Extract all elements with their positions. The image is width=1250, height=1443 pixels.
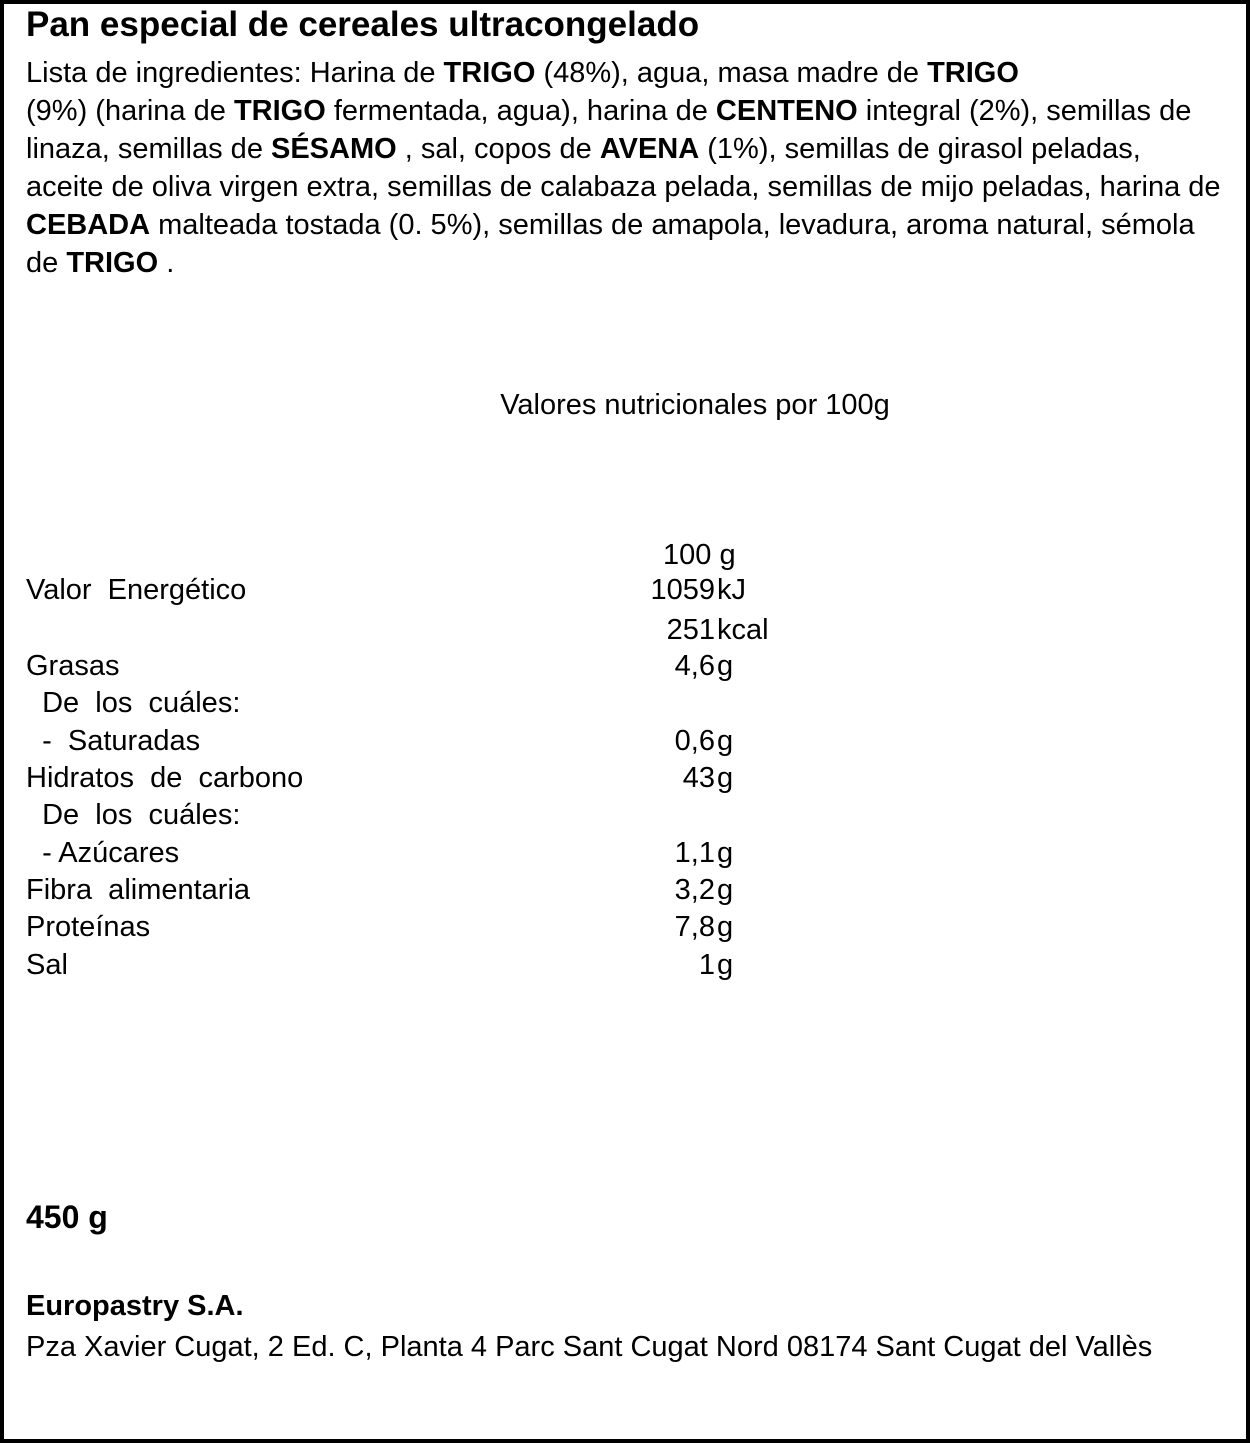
protein-unit: g bbox=[717, 911, 734, 943]
fat-unit: g bbox=[717, 650, 734, 682]
salt-label: Sal bbox=[26, 949, 68, 981]
fibre-unit: g bbox=[717, 874, 734, 906]
ingredients-text: integral (2%), semillas de linaza, semillas de bbox=[26, 95, 1192, 165]
allergen-oats: AVENA bbox=[599, 133, 700, 165]
allergen-wheat: TRIGO bbox=[66, 247, 159, 279]
ingredients-text: fermentada, agua), harina de bbox=[325, 95, 716, 127]
energy-label: Valor Energético bbox=[26, 574, 247, 606]
energy-kj-value: 1059 bbox=[650, 574, 715, 606]
protein-value: 7,8 bbox=[674, 911, 715, 943]
protein-label: Proteínas bbox=[26, 911, 151, 943]
saturated-value: 0,6 bbox=[674, 725, 715, 757]
energy-kj-unit: kJ bbox=[717, 574, 746, 606]
ingredients-text: . bbox=[158, 247, 175, 279]
carbs-value: 43 bbox=[682, 762, 715, 794]
allergen-wheat: TRIGO bbox=[233, 95, 326, 127]
ingredients-list bbox=[26, 54, 1226, 282]
ingredients-text: (1%), semillas de girasol peladas, aceite de oliva virgen extra, semillas de calabaza pelada, semillas de mijo peladas, harina de bbox=[26, 133, 1221, 203]
ingredients-text: malteada tostada (0. 5%), semillas de amapola, levadura, aroma natural, sémola de bbox=[26, 209, 1195, 279]
carbs-label: Hidratos de carbono bbox=[26, 762, 304, 794]
nutrition-heading: Valores nutricionales por 100g bbox=[500, 389, 890, 421]
ingredients-text: (9%) (harina de bbox=[26, 95, 234, 127]
sugars-unit: g bbox=[717, 837, 734, 869]
of-which-label: De los cuáles: bbox=[26, 799, 241, 831]
fat-label: Grasas bbox=[26, 650, 120, 682]
allergen-wheat: TRIGO bbox=[927, 57, 1019, 89]
allergen-rye: CENTENO bbox=[715, 95, 858, 127]
energy-kcal-value: 251 bbox=[666, 614, 715, 646]
company-address: Pza Xavier Cugat, 2 Ed. C, Planta 4 Parc Sant Cugat Nord 08174 Sant Cugat del Vallès bbox=[26, 1331, 1153, 1363]
company-name: Europastry S.A. bbox=[26, 1290, 244, 1322]
allergen-wheat: TRIGO bbox=[443, 57, 536, 89]
product-title: Pan especial de cereales ultracongelado bbox=[26, 5, 700, 44]
salt-value: 1 bbox=[698, 949, 715, 981]
allergen-barley: CEBADA bbox=[26, 209, 151, 241]
of-which-label: De los cuáles: bbox=[26, 687, 241, 719]
sugars-label: - Azúcares bbox=[26, 837, 180, 869]
fat-value: 4,6 bbox=[674, 650, 715, 682]
allergen-sesame: SÉSAMO bbox=[271, 133, 397, 165]
fibre-label: Fibra alimentaria bbox=[26, 874, 251, 906]
saturated-unit: g bbox=[717, 725, 734, 757]
saturated-label: - Saturadas bbox=[26, 725, 201, 757]
fibre-value: 3,2 bbox=[674, 874, 715, 906]
ingredients-text: , sal, copos de bbox=[396, 133, 600, 165]
net-weight: 450 g bbox=[26, 1199, 108, 1235]
sugars-value: 1,1 bbox=[674, 837, 715, 869]
carbs-unit: g bbox=[717, 762, 734, 794]
ingredients-text: (48%), agua, masa madre de bbox=[535, 57, 928, 89]
energy-kcal-unit: kcal bbox=[717, 614, 769, 646]
nutrition-per-label: 100 g bbox=[663, 539, 736, 571]
salt-unit: g bbox=[717, 949, 734, 981]
ingredients-text: Lista de ingredientes: Harina de bbox=[26, 57, 444, 89]
